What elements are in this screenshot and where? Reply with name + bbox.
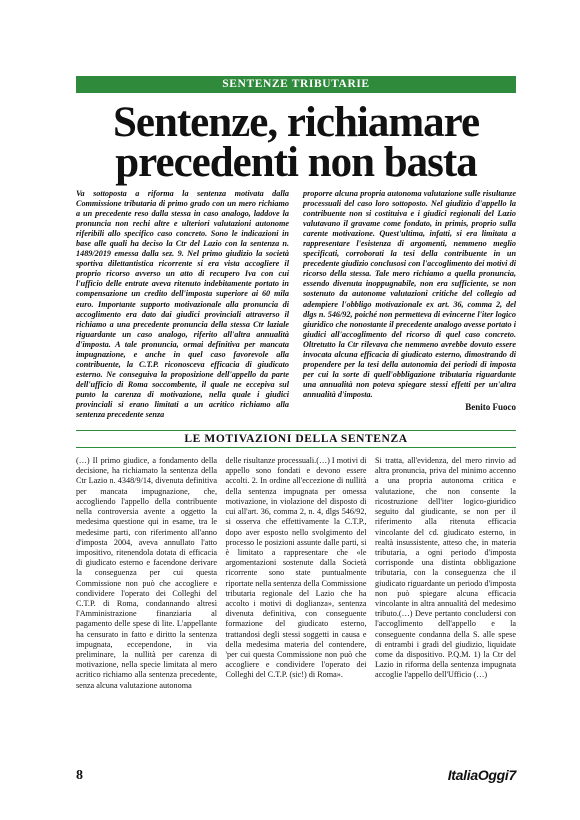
- author-signature: Benito Fuoco: [465, 401, 516, 412]
- lead-column-1: Va sottoposta a riforma la sentenza motivata dalla Commissione tributaria di primo grado con un mero richiamo a un precedente reso dalla stessa in caso analogo, laddove la pronuncia non rechi altre e ulteriori valutazioni autonome riferibili allo specifico caso concreto. Sono le indicazioni in base alle quali ha deciso la Ctr del Lazio con la sentenza n. 1489/2019 emessa dalla sez. 9. Nel primo giudizio la società sportiva dilettantistica ricorrente si era vista accogliere il proprio ricorso avverso un atto di recupero Iva con cui l'ufficio delle entrate aveva ritenuto indebitamente portato in compensazione un credito dell'imposta superiore ai 60 mila euro. Importante supporto motivazionale alla pronuncia di accoglimento era dato dai giudici provinciali attraverso il richiamo a una precedente pronuncia della stessa Ctr laziale riguardante un caso analogo, riferito all'altra annualità d'imposta. A tale pronuncia, ormai definitiva per mancata impugnazione, e anche in quel caso favorevole alla contribuente, la C.T.P. riconosceva efficacia di giudicato esterno. Ne conseguiva la proposizione dell'appello da parte dell'ufficio di Roma soccombente, il quale ne eccepiva sul punto la carenza di motivazione, nella quale i giudici provinciali si erano limitati a un acritico richiamo alla sentenza precedente senza: [76, 189, 289, 420]
- page-number: 8: [76, 768, 83, 783]
- section-label: SENTENZE TRIBUTARIE: [76, 76, 516, 93]
- body-columns: [76, 456, 516, 691]
- lead-column-2-wrap: [303, 189, 516, 420]
- headline: Sentenze, richiamare precedenti non basta: [112, 99, 480, 186]
- body-column-1: (…) Il primo giudice, a fondamento della decisione, ha richiamato la sentenza della Ctr Lazio n. 4348/9/14, divenuta definitiva per mancata impugnazione, che, accogliendo l'appello della contribuente nella controversia avente a oggetto la medesima questione qui in esame, tra le medesime parti, con riferimento all'anno d'imposta 2004, aveva annullato l'atto impositivo, ritenendola dotata di efficacia di giudicato esterno e facendone derivare la conseguenza per cui questa Commissione non può che accogliere e condividere l'operato dei Colleghi del C.T.P. di Roma, condannando altresì l'Amministrazione finanziaria al pagamento delle spese di lite. L'appellante ha censurato in fatto e diritto la sentenza impugnata, eccependone, in via preliminare, la nullità per carenza di motivazione, nella specie limitata al mero acritico richiamo alla sentenza precedente, senza alcuna valutazione autonoma: [76, 456, 217, 690]
- brand-logo: ItaliaOggi7: [447, 767, 516, 783]
- body-column-3: Si tratta, all'evidenza, del mero rinvio ad altra pronuncia, priva del minimo accenno a una propria autonoma critica e valutazione, che non consente la ricostruzione dell'iter logico-giuridico seguito dal giudicante, se non per il riferimento alla ritenuta efficacia vincolante del cd. giudicato esterno, in realtà insussistente, atteso che, in materia tributaria, a ogni periodo d'imposta corrisponde una distinta obbligazione tributaria, con la conseguenza che il giudicato riguardante un periodo d'imposta non può spiegare alcuna efficacia vincolante in altra annualità del medesimo tributo.(…) Deve pertanto concludersi con l'accoglimento dell'appello e la conseguente condanna della S. alle spese di entrambi i gradi del giudizio, liquidate come da dispositivo. P.Q.M. 1) la Ctr del Lazio in riforma della sentenza impugnata accoglie l'appello dell'Ufficio (…): [375, 456, 516, 680]
- article: [76, 76, 516, 691]
- body-column-2: delle risultanze processuali.(…) I motivi di appello sono fondati e devono essere accolti. 2. In ordine all'eccezione di nullità della sentenza impugnata per omessa motivazione, in violazione del disposto di cui all'art. 36, comma 2, n. 4, dlgs 546/92, si osserva che effettivamente la C.T.P., dopo aver esposto nello svolgimento del processo le posizioni assunte dalle parti, si è limitato a rappresentare che «le argomentazioni sostenute dalla Società ricorrente sono state puntualmente riportate nella sentenza della Commissione tributaria regionale del Lazio che ha accolto i motivi di doglianza», sentenza divenuta definitiva, con conseguente formazione del giudicato esterno, trattandosi degli stessi soggetti in causa e della medesima materia del contendere, 'per cui questa Commissione non può che accogliere e condividere l'operato dei Colleghi del C.T.P. (sic!) di Roma».: [225, 456, 367, 680]
- lead-column-2: proporre alcuna propria autonoma valutazione sulle risultanze processuali del caso loro sottoposto. Nel giudizio d'appello la contribuente non si costituiva e i giudici regionali del Lazio valutavano il gravame come fondato, in primis, proprio sulla carente motivazione. Quest'ultima, infatti, si era limitata a rappresentare l'esistenza di argomenti, nemmeno meglio specificati, corroborati la tesi della contribuente in un precedente giudizio conclusosi con l'accoglimento dei motivi di ricorso della stessa. Tale mero richiamo a quella pronuncia, essendo divenuta inoppugnabile, non era sufficiente, se non sostenuto da autonome valutazioni critiche del collegio ad adempiere l'obbligo motivazionale ex art. 36, comma 2, del dlgs n. 546/92, poiché non permetteva di evincerne l'iter logico giuridico che nonostante il precedente analogo avesse portato i giudici all'accoglimento del ricorso di quel caso concreto. Oltretutto la Ctr rilevava che nemmeno avrebbe dovuto essere invocata alcuna efficacia di giudicato esterno, dimostrando di propendere per la tesi della autonomia dei periodi di imposta per cui la sorte di quell'obbligazione tributaria riguardante una annualità non poteva spiegare stessi effetti per un'altra annualità d'imposta.: [303, 189, 516, 399]
- lead-columns: [76, 189, 516, 420]
- subhead: LE MOTIVAZIONI DELLA SENTENZA: [76, 430, 516, 448]
